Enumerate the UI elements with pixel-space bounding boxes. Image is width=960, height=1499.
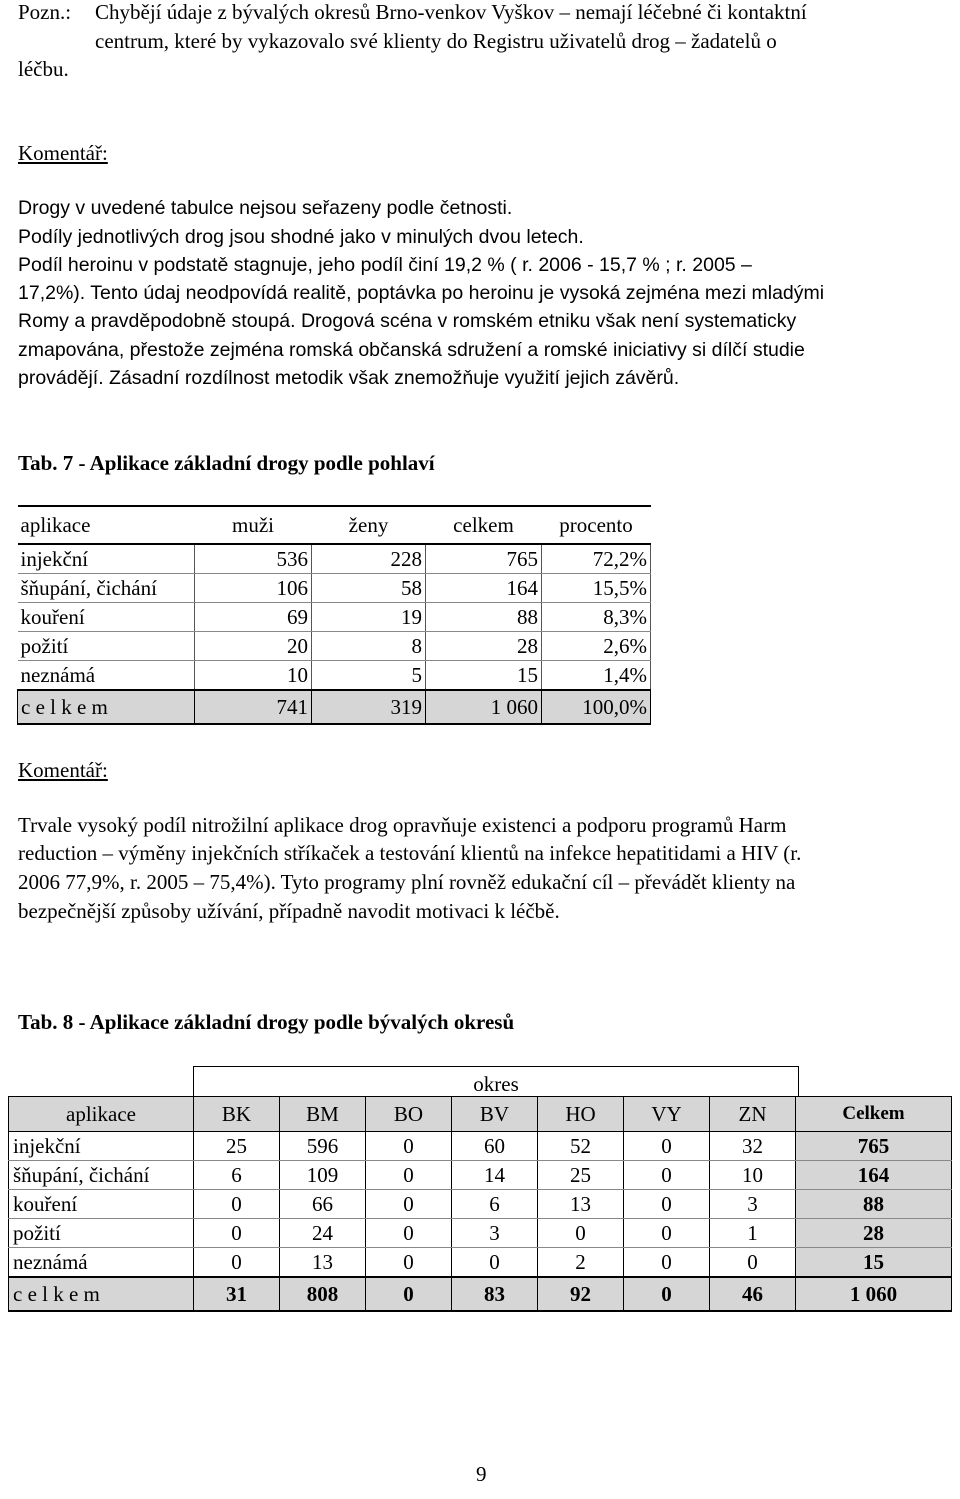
column-header: BM (280, 1097, 366, 1132)
table-cell: 28 (426, 632, 542, 661)
table-cell: 164 (426, 574, 542, 603)
table-cell: 741 (195, 690, 312, 724)
column-header: aplikace (18, 506, 195, 544)
table-cell: 28 (796, 1219, 952, 1248)
table-cell: 0 (366, 1277, 452, 1311)
table-cell: 106 (195, 574, 312, 603)
table-cell: 109 (280, 1161, 366, 1190)
table-cell: kouření (18, 603, 195, 632)
table-cell: 596 (280, 1132, 366, 1161)
table-cell: neznámá (18, 661, 195, 691)
table-row (9, 1248, 952, 1278)
table-cell: 10 (710, 1161, 796, 1190)
table-row (9, 1219, 952, 1248)
comment-line: Trvale vysoký podíl nitrožilní aplikace drog opravňuje existenci a podporu programů Harm (18, 813, 787, 837)
table-cell: 100,0% (542, 690, 651, 724)
table-cell: 2,6% (542, 632, 651, 661)
table-cell: 69 (195, 603, 312, 632)
comment-heading: Komentář: (18, 758, 108, 782)
comment-line: 2006 77,9%, r. 2005 – 75,4%). Tyto programy plní rovněž edukační cíl – převádět klienty na (18, 870, 796, 894)
table-cell: 164 (796, 1161, 952, 1190)
table-cell: 0 (538, 1219, 624, 1248)
table-cell: 0 (366, 1190, 452, 1219)
table-cell: 536 (195, 544, 312, 574)
table-cell: 6 (194, 1161, 280, 1190)
table-cell: šňupání, čichání (9, 1161, 194, 1190)
table7-title: Tab. 7 - Aplikace základní drogy podle pohlaví (18, 451, 435, 475)
table7-total-row (18, 690, 651, 724)
column-header: muži (195, 506, 312, 544)
table7-header-row (18, 506, 651, 544)
table-cell: 58 (312, 574, 426, 603)
column-header: BV (452, 1097, 538, 1132)
table-cell: 92 (538, 1277, 624, 1311)
table-row (18, 544, 651, 574)
comment-line: zmapována, přestože zejména romská občanská sdružení a romské iniciativy si dílčí studie (18, 339, 805, 361)
table-cell: 765 (796, 1132, 952, 1161)
table-cell: 0 (624, 1277, 710, 1311)
table8 (8, 1096, 952, 1312)
table7 (17, 505, 651, 725)
total-label: c e l k e m (9, 1277, 194, 1311)
column-header: ženy (312, 506, 426, 544)
table-cell: 1,4% (542, 661, 651, 691)
page-number: 9 (476, 1462, 487, 1486)
table-cell: injekční (18, 544, 195, 574)
table-row (18, 603, 651, 632)
table-cell: 10 (195, 661, 312, 691)
table8-total-row (9, 1277, 952, 1311)
comment-line: Podíly jednotlivých drog jsou shodné jako v minulých dvou letech. (18, 226, 584, 248)
note-label: Pozn.: (18, 0, 72, 24)
column-header: procento (542, 506, 651, 544)
table-cell: 0 (710, 1248, 796, 1278)
column-header: celkem (426, 506, 542, 544)
table-cell: kouření (9, 1190, 194, 1219)
table-cell: 0 (194, 1219, 280, 1248)
total-label: c e l k e m (18, 690, 195, 724)
comment-line: Podíl heroinu v podstatě stagnuje, jeho podíl činí 19,2 % ( r. 2006 - 15,7 % ; r. 2005 – (18, 254, 752, 276)
comment-line: bezpečnější způsoby užívání, případně navodit motivaci k léčbě. (18, 899, 560, 923)
table-cell: 52 (538, 1132, 624, 1161)
table-cell: 15,5% (542, 574, 651, 603)
table-cell: 60 (452, 1132, 538, 1161)
table-cell: požití (9, 1219, 194, 1248)
table-cell: 15 (796, 1248, 952, 1278)
table-cell: 83 (452, 1277, 538, 1311)
note-line-2: centrum, které by vykazovalo své klienty do Registru uživatelů drog – žadatelů o (95, 29, 777, 53)
column-header: BK (194, 1097, 280, 1132)
table-cell: 72,2% (542, 544, 651, 574)
table-row (9, 1132, 952, 1161)
table-cell: 0 (366, 1248, 452, 1278)
okres-group-header: okres (193, 1066, 799, 1096)
table-cell: injekční (9, 1132, 194, 1161)
table-cell: 5 (312, 661, 426, 691)
table-cell: 31 (194, 1277, 280, 1311)
table-cell: 0 (624, 1161, 710, 1190)
column-header: Celkem (796, 1097, 952, 1132)
table-cell: 765 (426, 544, 542, 574)
table-row (18, 632, 651, 661)
comment-line: provádějí. Zásadní rozdílnost metodik však znemožňuje využití jejich závěrů. (18, 367, 680, 389)
table-cell: 0 (194, 1248, 280, 1278)
column-header: aplikace (9, 1097, 194, 1132)
table-cell: 1 060 (796, 1277, 952, 1311)
table-cell: šňupání, čichání (18, 574, 195, 603)
table-cell: 3 (710, 1190, 796, 1219)
comment-line: Romy a pravděpodobně stoupá. Drogová scéna v romském etniku však není systematicky (18, 310, 797, 332)
comment-line: reduction – výměny injekčních stříkaček a testování klientů na infekce hepatitidami a HIV (r. (18, 841, 802, 865)
table8-title: Tab. 8 - Aplikace základní drogy podle bývalých okresů (18, 1010, 515, 1034)
table-row (9, 1190, 952, 1219)
table-cell: neznámá (9, 1248, 194, 1278)
table-cell: 0 (366, 1132, 452, 1161)
table-cell: 88 (426, 603, 542, 632)
table-cell: 228 (312, 544, 426, 574)
column-header: HO (538, 1097, 624, 1132)
table-cell: 808 (280, 1277, 366, 1311)
column-header: ZN (710, 1097, 796, 1132)
table-row (18, 661, 651, 691)
table-cell: 15 (426, 661, 542, 691)
note-line-1: Chybějí údaje z bývalých okresů Brno-venkov Vyškov – nemají léčebné či kontaktní (95, 0, 807, 24)
table-cell: 0 (366, 1161, 452, 1190)
comment-line: Drogy v uvedené tabulce nejsou seřazeny podle četnosti. (18, 197, 513, 219)
table-row (9, 1161, 952, 1190)
table-cell: 20 (195, 632, 312, 661)
table-cell: 88 (796, 1190, 952, 1219)
comment-line: 17,2%). Tento údaj neodpovídá realitě, poptávka po heroinu je vysoká zejména mezi mladými (18, 282, 825, 304)
table-cell: 25 (194, 1132, 280, 1161)
table-cell: 0 (624, 1219, 710, 1248)
table-cell: 25 (538, 1161, 624, 1190)
table-cell: 0 (452, 1248, 538, 1278)
comment-heading: Komentář: (18, 141, 108, 165)
table-cell: 46 (710, 1277, 796, 1311)
table-cell: 14 (452, 1161, 538, 1190)
table-cell: 8,3% (542, 603, 651, 632)
table-cell: 19 (312, 603, 426, 632)
table-cell: 319 (312, 690, 426, 724)
note-line-3: léčbu. (18, 57, 69, 81)
table-cell: 0 (624, 1132, 710, 1161)
table-cell: 24 (280, 1219, 366, 1248)
column-header: BO (366, 1097, 452, 1132)
table8-header-row (9, 1097, 952, 1132)
table-cell: 0 (624, 1190, 710, 1219)
table-cell: 13 (280, 1248, 366, 1278)
table-cell: 13 (538, 1190, 624, 1219)
table-row (18, 574, 651, 603)
table-cell: 2 (538, 1248, 624, 1278)
table-cell: 0 (366, 1219, 452, 1248)
column-header: VY (624, 1097, 710, 1132)
table-cell: 3 (452, 1219, 538, 1248)
table-cell: 8 (312, 632, 426, 661)
table-cell: 0 (624, 1248, 710, 1278)
table-cell: 6 (452, 1190, 538, 1219)
table-cell: 0 (194, 1190, 280, 1219)
table-cell: 32 (710, 1132, 796, 1161)
table-cell: 66 (280, 1190, 366, 1219)
table-cell: požití (18, 632, 195, 661)
table-cell: 1 (710, 1219, 796, 1248)
table-cell: 1 060 (426, 690, 542, 724)
